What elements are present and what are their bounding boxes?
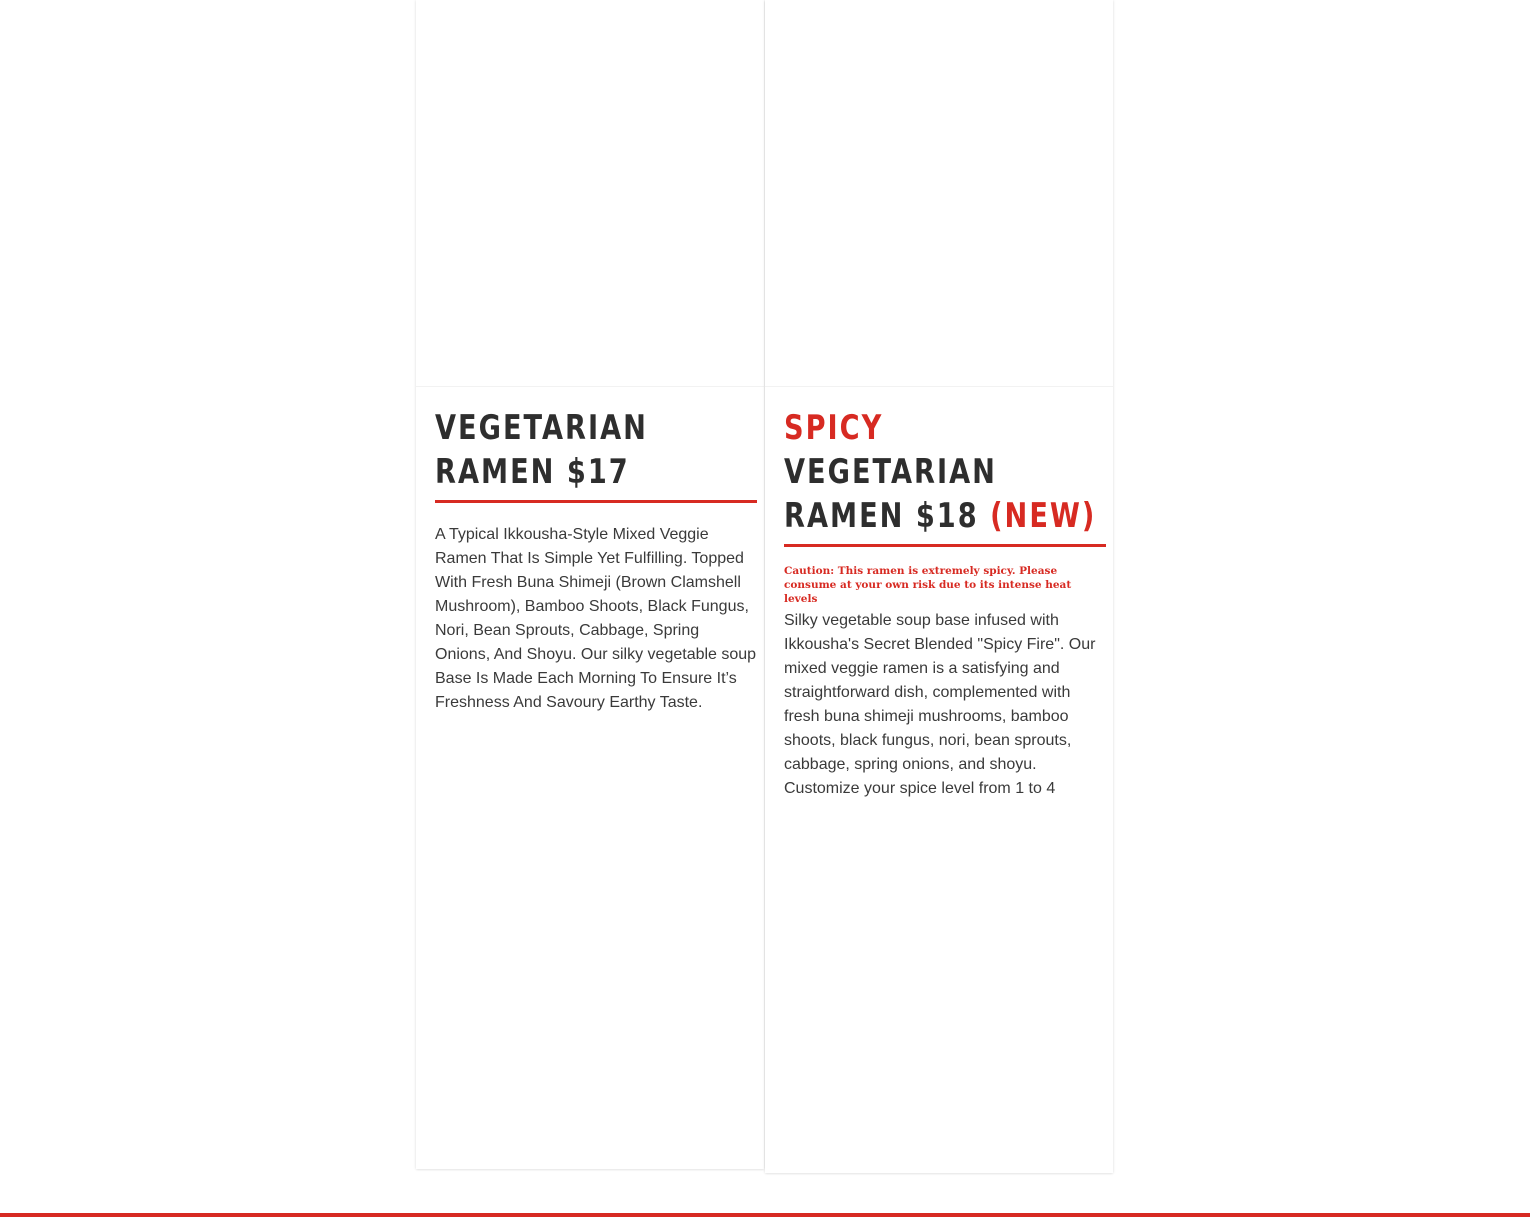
menu-card-spicy-vegetarian-ramen — [765, 0, 1113, 1173]
menu-card-vegetarian-ramen — [416, 0, 764, 1169]
spice-caution-note: Caution: This ramen is extremely spicy. Please consume at your own risk due to its intense heat levels — [784, 565, 1072, 605]
new-badge: (NEW) — [990, 496, 1097, 536]
dish-name-price: VEGETARIAN RAMEN $18 — [784, 452, 997, 536]
card-body — [435, 406, 757, 715]
dish-name: VEGETARIAN RAMEN — [435, 408, 648, 492]
footer-divider — [0, 1213, 1530, 1217]
card-body — [784, 406, 1106, 801]
dish-title — [784, 406, 1104, 538]
spicy-label: SPICY — [784, 408, 884, 448]
dish-description: Silky vegetable soup base infused with Ikkousha's Secret Blended "Spicy Fire". Our mixed veggie ramen is a satisfying and straightforward dish, complemented with fresh buna shimeji mushrooms, bamboo shoots, black fungus, nori, bean sprouts, cabbage, spring onions, and shoyu. Customize your spice level from 1 to 4 — [784, 612, 1096, 797]
dish-price: $17 — [566, 452, 630, 492]
title-divider — [435, 500, 757, 503]
dish-image-placeholder — [416, 0, 764, 387]
title-divider — [784, 544, 1106, 547]
dish-description: A Typical Ikkousha-Style Mixed Veggie Ramen That Is Simple Yet Fulfilling. Topped With Fresh Buna Shimeji (Brown Clamshell Mushroom), Bamboo Shoots, Black Fungus, Nori, Bean Sprouts, Cabbage, Spring Onions, And Shoyu. Our silky vegetable soup Base Is Made Each Morning To Ensure It’s Freshness And Savoury Earthy Taste. — [435, 526, 757, 711]
dish-title — [435, 406, 755, 494]
dish-image-placeholder — [765, 0, 1113, 387]
